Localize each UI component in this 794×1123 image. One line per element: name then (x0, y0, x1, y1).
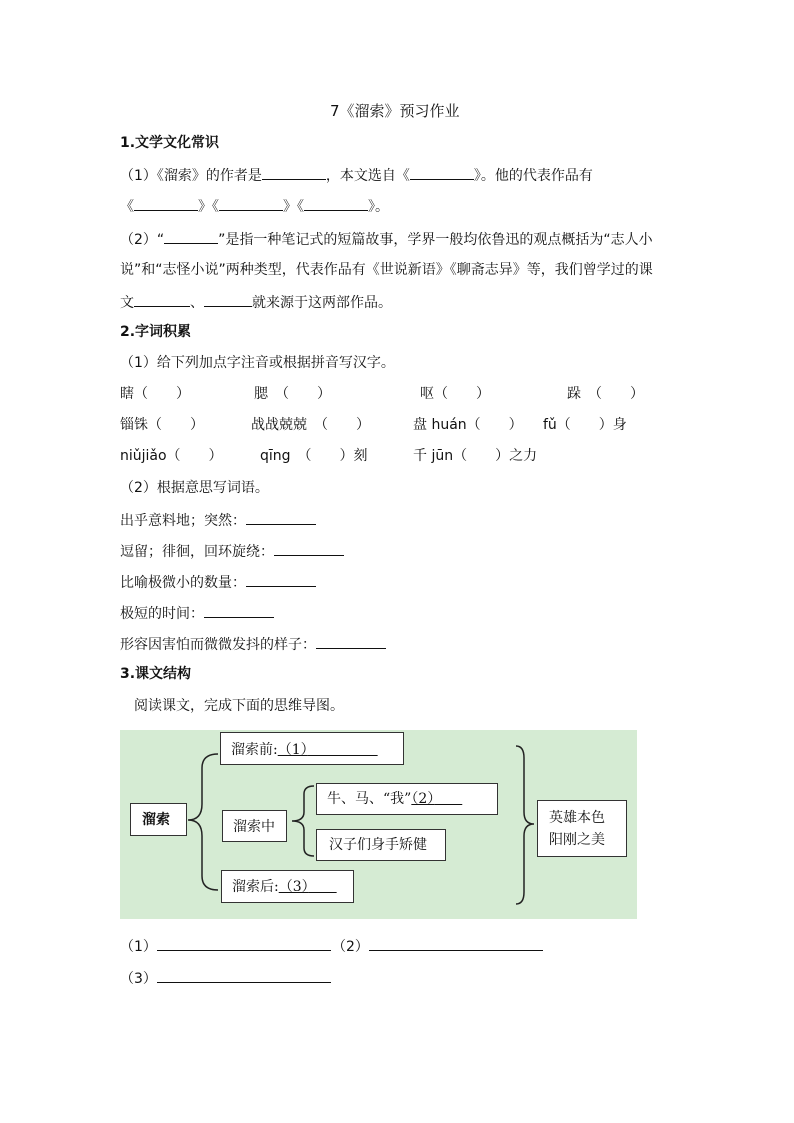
summary-line: 英雄本色 (549, 810, 605, 826)
question-text: （2）“ (120, 232, 165, 248)
lesson-blank-2[interactable] (204, 292, 252, 307)
bracket-text: 》。 (368, 199, 389, 215)
question-text: 文 (120, 295, 134, 311)
question-1-1-line-1 (120, 165, 593, 185)
question-1-2-line-2: 说”和“志怪小说”两种类型，代表作品有《世说新语》《聊斋志异》等，我们曾学过的课 (120, 262, 653, 278)
summary-line: 阳刚之美 (549, 832, 605, 848)
pinyin-item: 跺 （ ） (567, 386, 644, 402)
answer-line-1 (120, 936, 331, 956)
question-2-2: （2）根据意思写词语。 (120, 480, 269, 496)
answer-blank[interactable] (246, 572, 316, 587)
map-node-before (220, 732, 404, 765)
pinyin-item: 瞎（ ） (120, 386, 190, 402)
section-2-heading: 2.字词积累 (120, 324, 192, 340)
map-node-root: 溜索 (130, 803, 187, 836)
pinyin-item: niǔjiǎo（ ） (120, 448, 223, 464)
node-blank: （2） (411, 791, 435, 807)
pinyin-item: 战战兢兢 （ ） (251, 417, 370, 433)
section-3-instruction: 阅读课文，完成下面的思维导图。 (134, 698, 344, 714)
bracket-text: 》《 (283, 199, 304, 215)
pinyin-item: 呕（ ） (420, 386, 490, 402)
node-blank: （1） (277, 742, 308, 758)
node-label: 溜索前: (231, 742, 278, 758)
question-1-2-line-3 (120, 292, 392, 312)
pinyin-item: 盘 huán（ ） (413, 417, 523, 433)
genre-blank[interactable] (164, 229, 218, 244)
definition-item (120, 634, 386, 654)
map-node-after (221, 870, 354, 903)
author-blank[interactable] (262, 165, 326, 180)
definition-text: 比喻极微小的数量： (120, 575, 246, 591)
pinyin-item: 腮 （ ） (254, 386, 331, 402)
definition-item (120, 572, 316, 592)
question-text: 就来源于这两部作品。 (252, 295, 392, 311)
source-blank[interactable] (410, 165, 474, 180)
answer-blank[interactable] (246, 510, 316, 525)
map-node-middle-b: 汉子们身手矫健 (316, 829, 446, 861)
node-label: 牛、马、“我” (327, 791, 412, 807)
definition-item (120, 603, 274, 623)
answer-blank[interactable] (157, 968, 331, 983)
pinyin-item: qīng （ ）刻 (260, 448, 368, 464)
definition-text: 逗留；徘徊，回环旋绕： (120, 544, 274, 560)
answer-blank[interactable] (157, 936, 331, 951)
question-1-1-line-2 (120, 196, 389, 216)
bracket-text: 》《 (198, 199, 219, 215)
question-text: （1）《溜索》的作者是 (120, 168, 262, 184)
left-brace-icon (186, 752, 220, 892)
pinyin-item: 锱铢（ ） (120, 417, 204, 433)
answer-line-2 (332, 936, 543, 956)
pinyin-item: fǔ（ ）身 (543, 417, 627, 433)
page-title: 7《溜索》预习作业 (330, 102, 460, 120)
question-text: ，本文选自《 (325, 168, 410, 184)
answer-label: （1） (120, 939, 157, 955)
question-1-2-line-1 (120, 229, 653, 249)
section-1-heading: 1.文学文化常识 (120, 135, 220, 151)
lesson-blank-1[interactable] (134, 292, 190, 307)
definition-text: 形容因害怕而微微发抖的样子： (120, 637, 316, 653)
section-3-heading: 3.课文结构 (120, 666, 192, 682)
question-text: ”是指一种笔记式的短篇故事，学界一般均依鲁迅的观点概括为“志人小 (218, 232, 653, 248)
question-text: 、 (190, 295, 204, 311)
pinyin-item: 千 jūn（ ）之力 (413, 448, 538, 464)
node-label: 溜索后: (232, 879, 279, 895)
work-blank-2[interactable] (219, 196, 283, 211)
answer-blank[interactable] (274, 541, 344, 556)
definition-text: 出乎意料地；突然： (120, 513, 246, 529)
left-brace-icon (288, 784, 316, 858)
map-node-middle-a (316, 783, 498, 815)
question-text: 》。他的代表作品有 (473, 168, 593, 184)
answer-label: （2） (332, 939, 369, 955)
question-2-1: （1）给下列加点字注音或根据拼音写汉字。 (120, 355, 395, 371)
work-blank-1[interactable] (134, 196, 198, 211)
answer-blank[interactable] (369, 936, 543, 951)
node-blank: （3） (278, 879, 309, 895)
definition-item (120, 510, 316, 530)
mind-map (120, 730, 637, 919)
definition-text: 极短的时间： (120, 606, 204, 622)
answer-line-3 (120, 968, 331, 988)
map-node-summary (537, 800, 627, 857)
bracket-text: 《 (120, 199, 134, 215)
work-blank-3[interactable] (304, 196, 368, 211)
answer-blank[interactable] (316, 634, 386, 649)
map-node-middle: 溜索中 (222, 810, 287, 842)
answer-label: （3） (120, 971, 157, 987)
definition-item (120, 541, 344, 561)
answer-blank[interactable] (204, 603, 274, 618)
right-brace-icon (514, 744, 536, 906)
